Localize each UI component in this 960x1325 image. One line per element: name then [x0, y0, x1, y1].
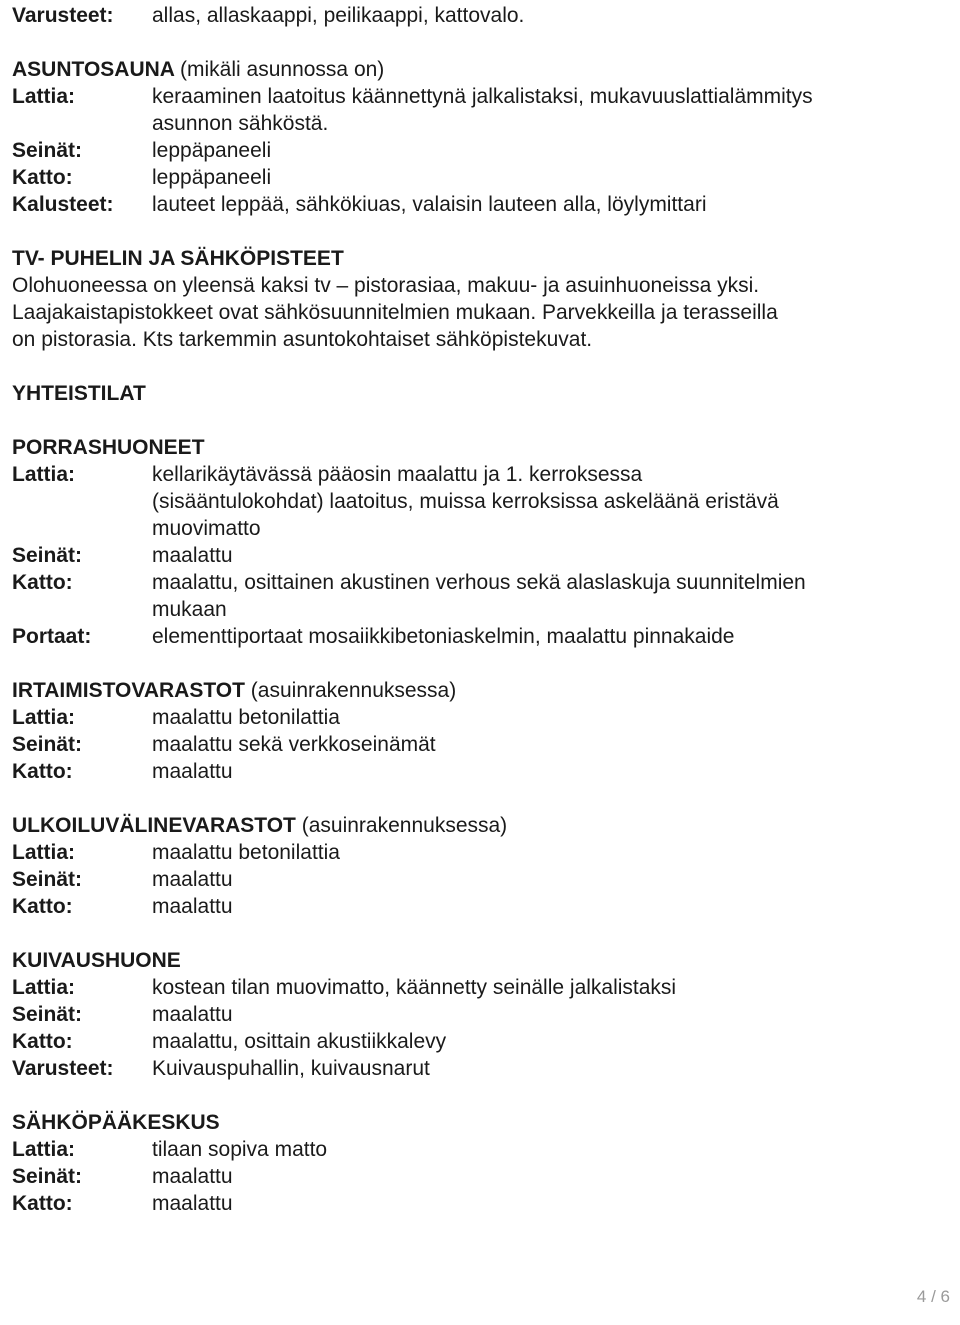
paragraph-line: on pistorasia. Kts tarkemmin asuntokohtaiset sähköpistekuvat.	[12, 328, 593, 351]
spec-row: Lattia: maalattu betonilattia	[12, 706, 340, 729]
spec-row: Seinät: maalattu	[12, 544, 233, 567]
spec-row: Katto: maalattu	[12, 1192, 233, 1215]
spec-row: Seinät: maalattu	[12, 1003, 233, 1026]
spec-row: Lattia: tilaan sopiva matto	[12, 1138, 328, 1161]
spec-row: Katto: maalattu	[12, 895, 233, 918]
spec-row: Varusteet: Kuivauspuhallin, kuivausnarut	[12, 1057, 430, 1080]
spec-row: Seinät: maalattu	[12, 868, 233, 891]
section-heading-sahko: SÄHKÖPÄÄKESKUS	[12, 1111, 220, 1134]
section-heading-irtaimisto: IRTAIMISTOVARASTOT (asuinrakennuksessa)	[12, 679, 457, 702]
spec-row: Katto: maalattu	[12, 760, 233, 783]
spec-row: Seinät: leppäpaneeli	[12, 139, 272, 162]
spec-row: Katto: maalattu, osittainen akustinen verhous sekä alaslaskuja suunnitelmien mukaan	[12, 571, 806, 621]
section-heading-sauna: ASUNTOSAUNA (mikäli asunnossa on)	[12, 58, 385, 81]
section-heading-porras: PORRASHUONEET	[12, 436, 205, 459]
document-page	[12, 2, 942, 1217]
spec-row: Lattia: kellarikäytävässä pääosin maalattu ja 1. kerroksessa (sisääntulokohdat) laatoitus, muissa kerroksissa askeläänä eristävä muovimatto	[12, 463, 779, 540]
row-value: allas, allaskaappi, peilikaappi, kattovalo.	[152, 4, 525, 27]
spec-row: Katto: leppäpaneeli	[12, 166, 272, 189]
paragraph-line: Olohuoneessa on yleensä kaksi tv – pistorasiaa, makuu- ja asuinhuoneissa yksi.	[12, 274, 760, 297]
varusteet-row	[12, 2, 942, 29]
spec-row: Lattia: keraaminen laatoitus käännettynä jalkalistaksi, mukavuuslattialämmitys asunnon sähköstä.	[12, 85, 813, 135]
spec-row: Lattia: maalattu betonilattia	[12, 841, 340, 864]
spec-row: Seinät: maalattu sekä verkkoseinämät	[12, 733, 436, 756]
row-label: Varusteet:	[12, 4, 114, 27]
section-heading-yhteistilat: YHTEISTILAT	[12, 382, 146, 405]
section-heading-kuivaus: KUIVAUSHUONE	[12, 949, 181, 972]
spec-row: Seinät: maalattu	[12, 1165, 233, 1188]
section-heading-ulkoilu: ULKOILUVÄLINEVARASTOT (asuinrakennuksessa)	[12, 814, 508, 837]
spec-row: Portaat: elementtiportaat mosaiikkibetoniaskelmin, maalattu pinnakaide	[12, 625, 735, 648]
spec-row: Kalusteet: lauteet leppää, sähkökiuas, valaisin lauteen alla, löylymittari	[12, 193, 707, 216]
spec-row: Katto: maalattu, osittain akustiikkalevy	[12, 1030, 447, 1053]
spec-row: Lattia: kostean tilan muovimatto, käännetty seinälle jalkalistaksi	[12, 976, 677, 999]
section-heading-tv: TV- PUHELIN JA SÄHKÖPISTEET	[12, 247, 344, 270]
paragraph-line: Laajakaistapistokkeet ovat sähkösuunnitelmien mukaan. Parvekkeilla ja terasseilla	[12, 301, 778, 324]
page-number: 4 / 6	[916, 1287, 950, 1306]
